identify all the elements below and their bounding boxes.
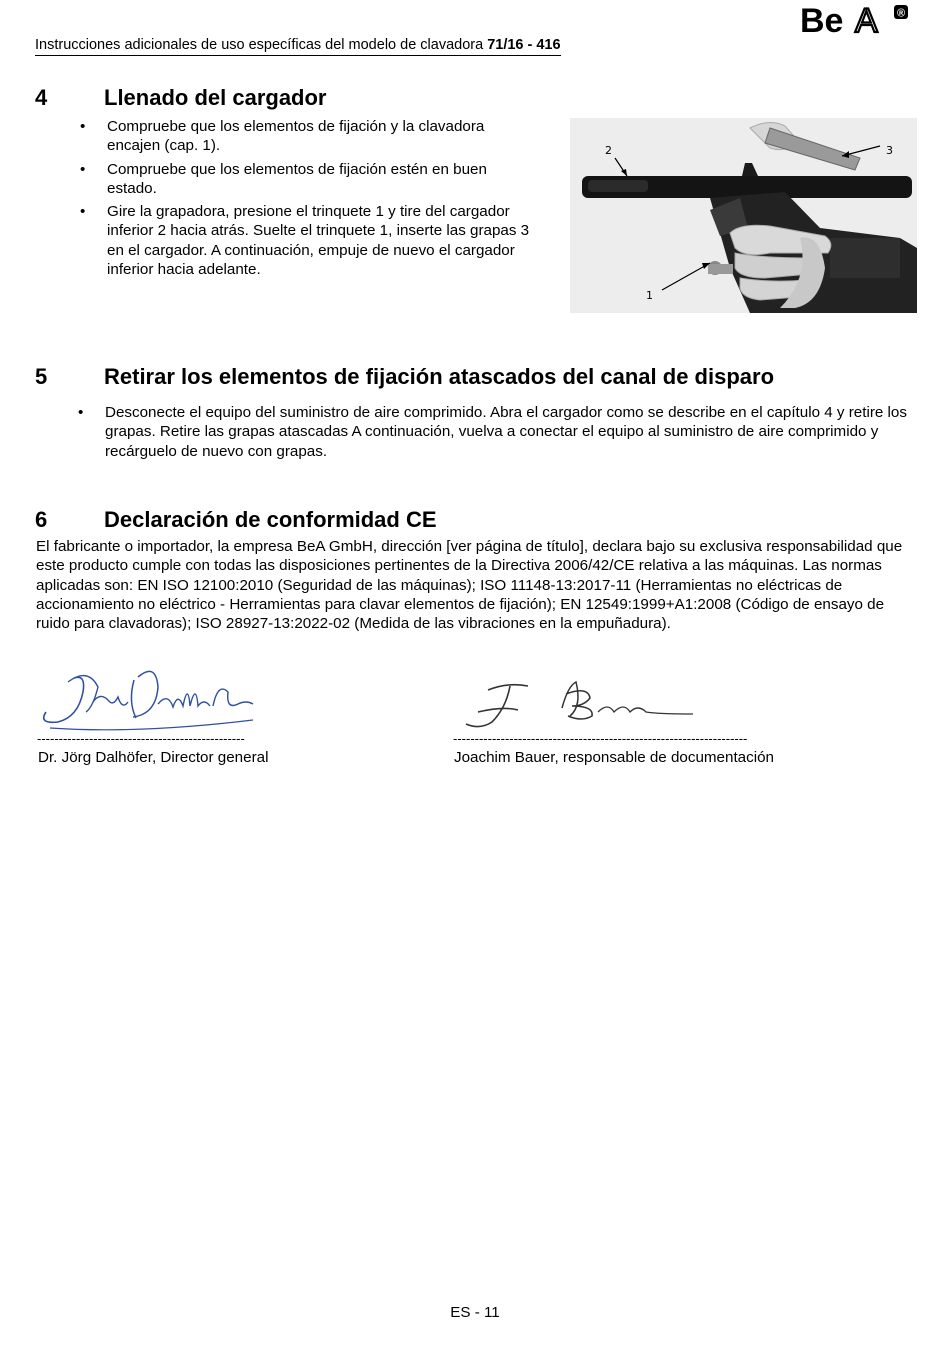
list-item: • Compruebe que los elementos de fijación estén en buen estado. [80, 160, 487, 197]
conformity-declaration-text: El fabricante o importador, la empresa BeA GmbH, dirección [ver página de título], declara bajo su exclusiva responsabilidad que este producto cumple con todas las disposiciones pertinentes de la Directiva 2006/42/CE relativa a las máquinas. Las normas aplicadas son: EN ISO 12100:2010 (Seguridad de las máquinas); ISO 11148-13:2017-11 (Herramientas no eléctricas de accionamiento no eléctrico - Herramientas para clavar elementos de fijación); EN 12549:1999+A1:2008 (Código de ensayo de ruido para clavadoras); ISO 28927-13:2022-02 (Medida de las vibraciones en la empuñadura). [36, 538, 903, 633]
svg-text:®: ® [896, 7, 906, 20]
signatory-name-2: Joachim Bauer, responsable de documentación [454, 749, 774, 766]
list-item: • Gire la grapadora, presione el trinquete 1 y tire del cargador inferior 2 hacia atrás. Suelte el trinquete 1, inserte las grapas 3 en el cargador. A continuación, empuje de nuevo el cargador inferior hacia adelante. [80, 203, 530, 279]
figure-label-3: 3 [886, 144, 893, 157]
signatory-name-1: Dr. Jörg Dalhöfer, Director general [38, 749, 269, 766]
section-6-heading [35, 507, 437, 533]
section-6-title: Declaración de conformidad CE [104, 507, 437, 532]
figure-label-2: 2 [605, 144, 612, 157]
section-6-number: 6 [35, 507, 48, 532]
svg-text:A: A [855, 2, 878, 34]
section-5-heading [35, 364, 774, 390]
signature-bauer [458, 676, 698, 732]
header-title-text: Instrucciones adicionales de uso específicas del modelo de clavadora [35, 37, 488, 53]
section-4-heading [35, 85, 327, 111]
list-item: • Desconecte el equipo del suministro de aire comprimido. Abra el cargador como se describe en el capítulo 4 y retire los grapas. Retire las grapas atascadas A continuación, vuelva a conectar el equipo al suministro de aire comprimido y recárguelo de nuevo con grapas. [78, 404, 907, 460]
bea-logo [800, 2, 912, 34]
signature-line-1: ------------------------------------------------ [37, 732, 245, 746]
list-item: • Compruebe que los elementos de fijación y la clavadora encajen (cap. 1). [80, 118, 485, 155]
section-5-bullet-list [78, 403, 910, 461]
header-model-number: 71/16 - 416 [487, 37, 561, 53]
section-4-bullet-list [80, 117, 540, 279]
svg-text:Be: Be [800, 2, 844, 34]
figure-label-1: 1 [646, 289, 653, 302]
section-4-number: 4 [35, 85, 48, 110]
stapler-magazine-photo [570, 118, 917, 313]
document-header-title [35, 36, 561, 56]
signature-line-2: -------------------------------------------------------------------- [453, 732, 748, 746]
section-4-title: Llenado del cargador [104, 85, 327, 110]
signature-dalhofer [38, 662, 260, 734]
page-number: ES - 11 [450, 1304, 500, 1321]
section-5-title: Retirar los elementos de fijación atascados del canal de disparo [104, 364, 775, 389]
section-5-number: 5 [35, 364, 48, 389]
